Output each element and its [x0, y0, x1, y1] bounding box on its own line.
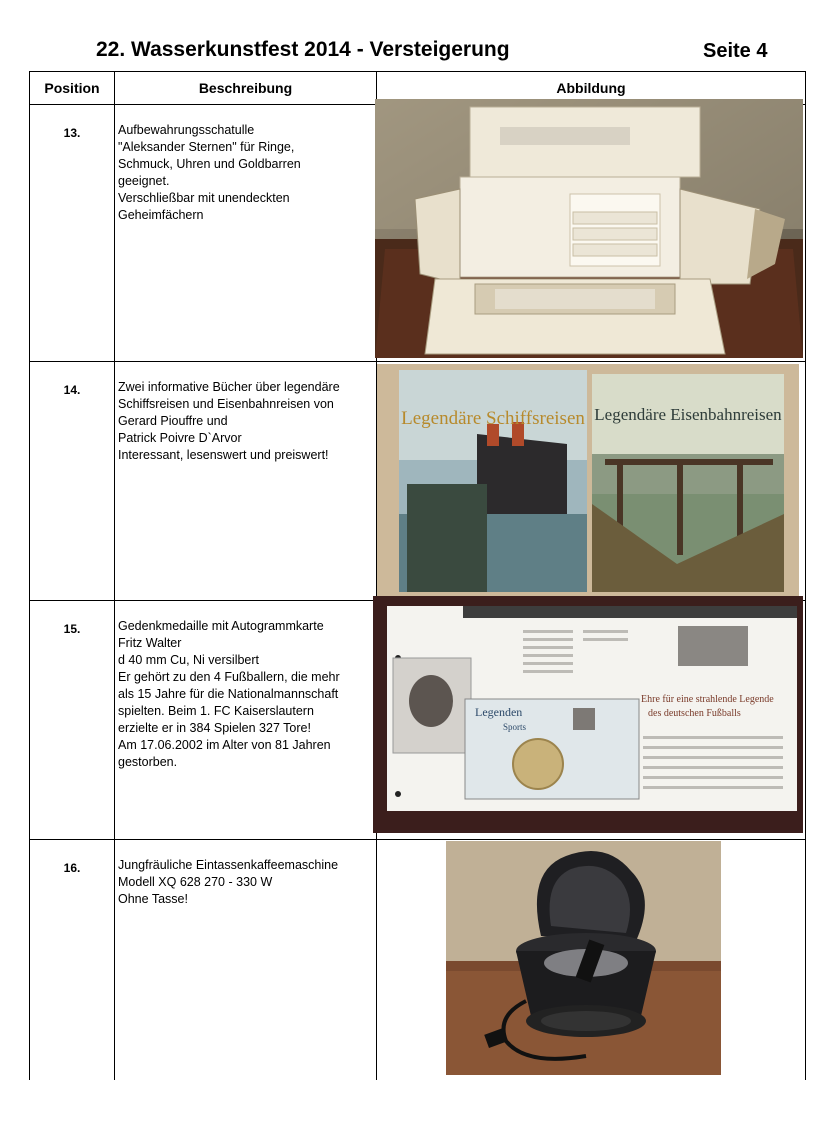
folder-subtitle-text: Sports	[503, 722, 527, 732]
description-line: Interessant, lesenswert und preiswert!	[118, 448, 329, 462]
description-line: Jungfräuliche Eintassenkaffeemaschine	[118, 858, 339, 872]
item-image-cell	[377, 601, 806, 840]
description-line: Ohne Tasse!	[118, 892, 188, 906]
description-line: Schmuck, Uhren und Goldbarren	[118, 157, 301, 171]
description-line: Fritz Walter	[118, 636, 182, 650]
page-number: Seite 4	[703, 40, 768, 62]
item-image-cell	[377, 840, 806, 1080]
description-line: geeignet.	[118, 174, 170, 188]
table-row	[30, 840, 806, 1080]
coffee-machine-photo	[446, 841, 721, 1075]
item-image-cell	[377, 105, 806, 362]
medal-folder-photo	[373, 596, 803, 833]
page-title: 22. Wasserkunstfest 2014 - Versteigerung	[96, 38, 510, 61]
description-line: erzielte er in 384 Spielen 327 Tore!	[118, 721, 311, 735]
item-position: 16.	[30, 840, 115, 1080]
item-position: 13.	[30, 105, 115, 362]
item-description	[115, 840, 377, 1080]
description-line: d 40 mm Cu, Ni versilbert	[118, 653, 260, 667]
header-description: Beschreibung	[115, 72, 377, 105]
description-line: Er gehört zu den 4 Fußballern, die mehr	[118, 670, 340, 684]
description-line: Aufbewahrungsschatulle	[118, 123, 255, 137]
folder-heading-text: Ehre für eine strahlende Legende	[641, 694, 774, 705]
item-image-cell	[377, 362, 806, 601]
table-row	[30, 105, 806, 362]
description-line: Zwei informative Bücher über legendäre	[118, 380, 340, 394]
description-line: als 15 Jahre für die Nationalmannschaft	[118, 687, 339, 701]
item-description	[115, 105, 377, 362]
description-line: Patrick Poivre D`Arvor	[118, 431, 242, 445]
description-line: Am 17.06.2002 im Alter von 81 Jahren	[118, 738, 331, 752]
description-line: Geheimfächern	[118, 208, 204, 222]
table-row	[30, 362, 806, 601]
folder-heading-text: des deutschen Fußballs	[648, 708, 741, 719]
book-title-text: Legendäre Eisenbahnreisen	[594, 405, 782, 424]
header-position: Position	[30, 72, 115, 105]
description-line: Gedenkmedaille mit Autogrammkarte	[118, 619, 324, 633]
auction-table	[29, 71, 806, 1080]
description-line: Modell XQ 628 270 - 330 W	[118, 875, 273, 889]
description-line: "Aleksander Sternen" für Ringe,	[118, 140, 295, 154]
table-row	[30, 601, 806, 840]
item-position: 15.	[30, 601, 115, 840]
jewelry-case-photo	[375, 99, 803, 358]
book-title-text: Legendäre Schiffsreisen	[401, 408, 585, 429]
item-position: 14.	[30, 362, 115, 601]
books-photo	[377, 364, 799, 596]
description-line: Verschließbar mit unendeckten	[118, 191, 290, 205]
header-image: Abbildung	[377, 72, 806, 105]
folder-title-text: Legenden	[475, 705, 523, 719]
description-line: gestorben.	[118, 755, 178, 769]
description-line: Gerard Piouffre und	[118, 414, 228, 428]
description-line: Schiffsreisen und Eisenbahnreisen von	[118, 397, 334, 411]
item-description	[115, 362, 377, 601]
item-description	[115, 601, 377, 840]
description-line: spielten. Beim 1. FC Kaiserslautern	[118, 704, 314, 718]
